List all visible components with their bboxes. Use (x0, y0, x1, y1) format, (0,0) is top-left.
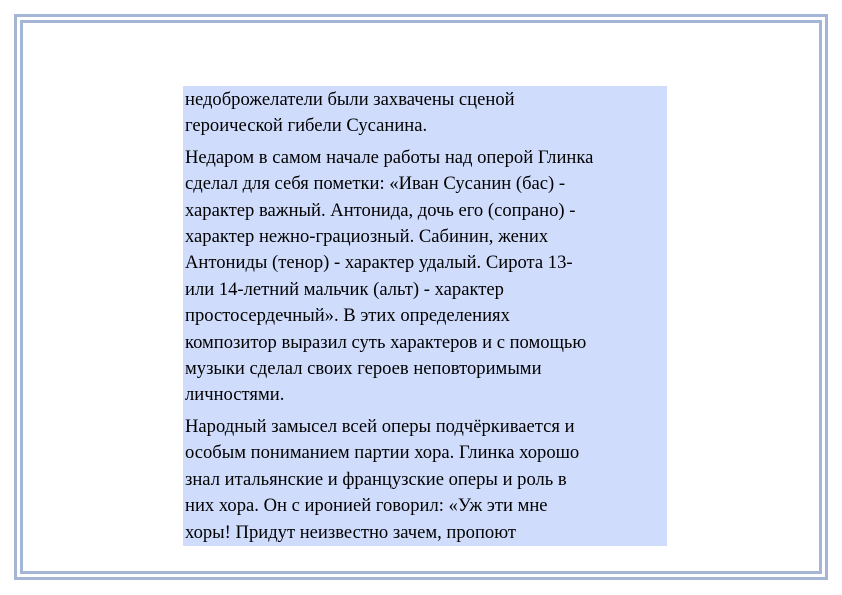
text-line: Недаром в самом начале работы над оперой Глинка (185, 146, 594, 168)
text-line: или 14-летний мальчик (альт) - характер (185, 278, 504, 300)
text-line: сделал для себя пометки: «Иван Сусанин (бас) - (185, 173, 566, 195)
text-line: Народный замысел всей оперы подчёркивается и (185, 415, 575, 437)
text-block (183, 86, 667, 546)
text-line: недоброжелатели были захвачены сценой (185, 89, 515, 110)
text-line: особым пониманием партии хора. Глинка хорошо (185, 442, 580, 464)
text-line: знал итальянские и французские оперы и роль в (185, 468, 567, 490)
text-line: характер нежно-грациозный. Сабинин, жених (185, 226, 549, 248)
text-line: Антониды (тенор) - характер удалый. Сирота 13- (185, 252, 573, 274)
text-line: характер важный. Антонида, дочь его (сопрано) - (185, 199, 576, 221)
paragraph-3 (185, 414, 665, 546)
text-line: музыки сделал своих героев неповторимыми (185, 358, 542, 380)
text-line: личностями. (185, 384, 285, 406)
text-line: них хора. Он с иронией говорил: «Уж эти мне (185, 495, 548, 517)
paragraph-1 (185, 87, 665, 140)
text-line: композитор выразил суть характеров и с помощью (185, 331, 587, 353)
text-line: хоры! Придут неизвестно зачем, пропоют (185, 521, 516, 543)
text-line: героической гибели Сусанина. (185, 115, 428, 137)
text-line: простосердечный». В этих определениях (185, 305, 510, 327)
paragraph-2 (185, 145, 665, 409)
